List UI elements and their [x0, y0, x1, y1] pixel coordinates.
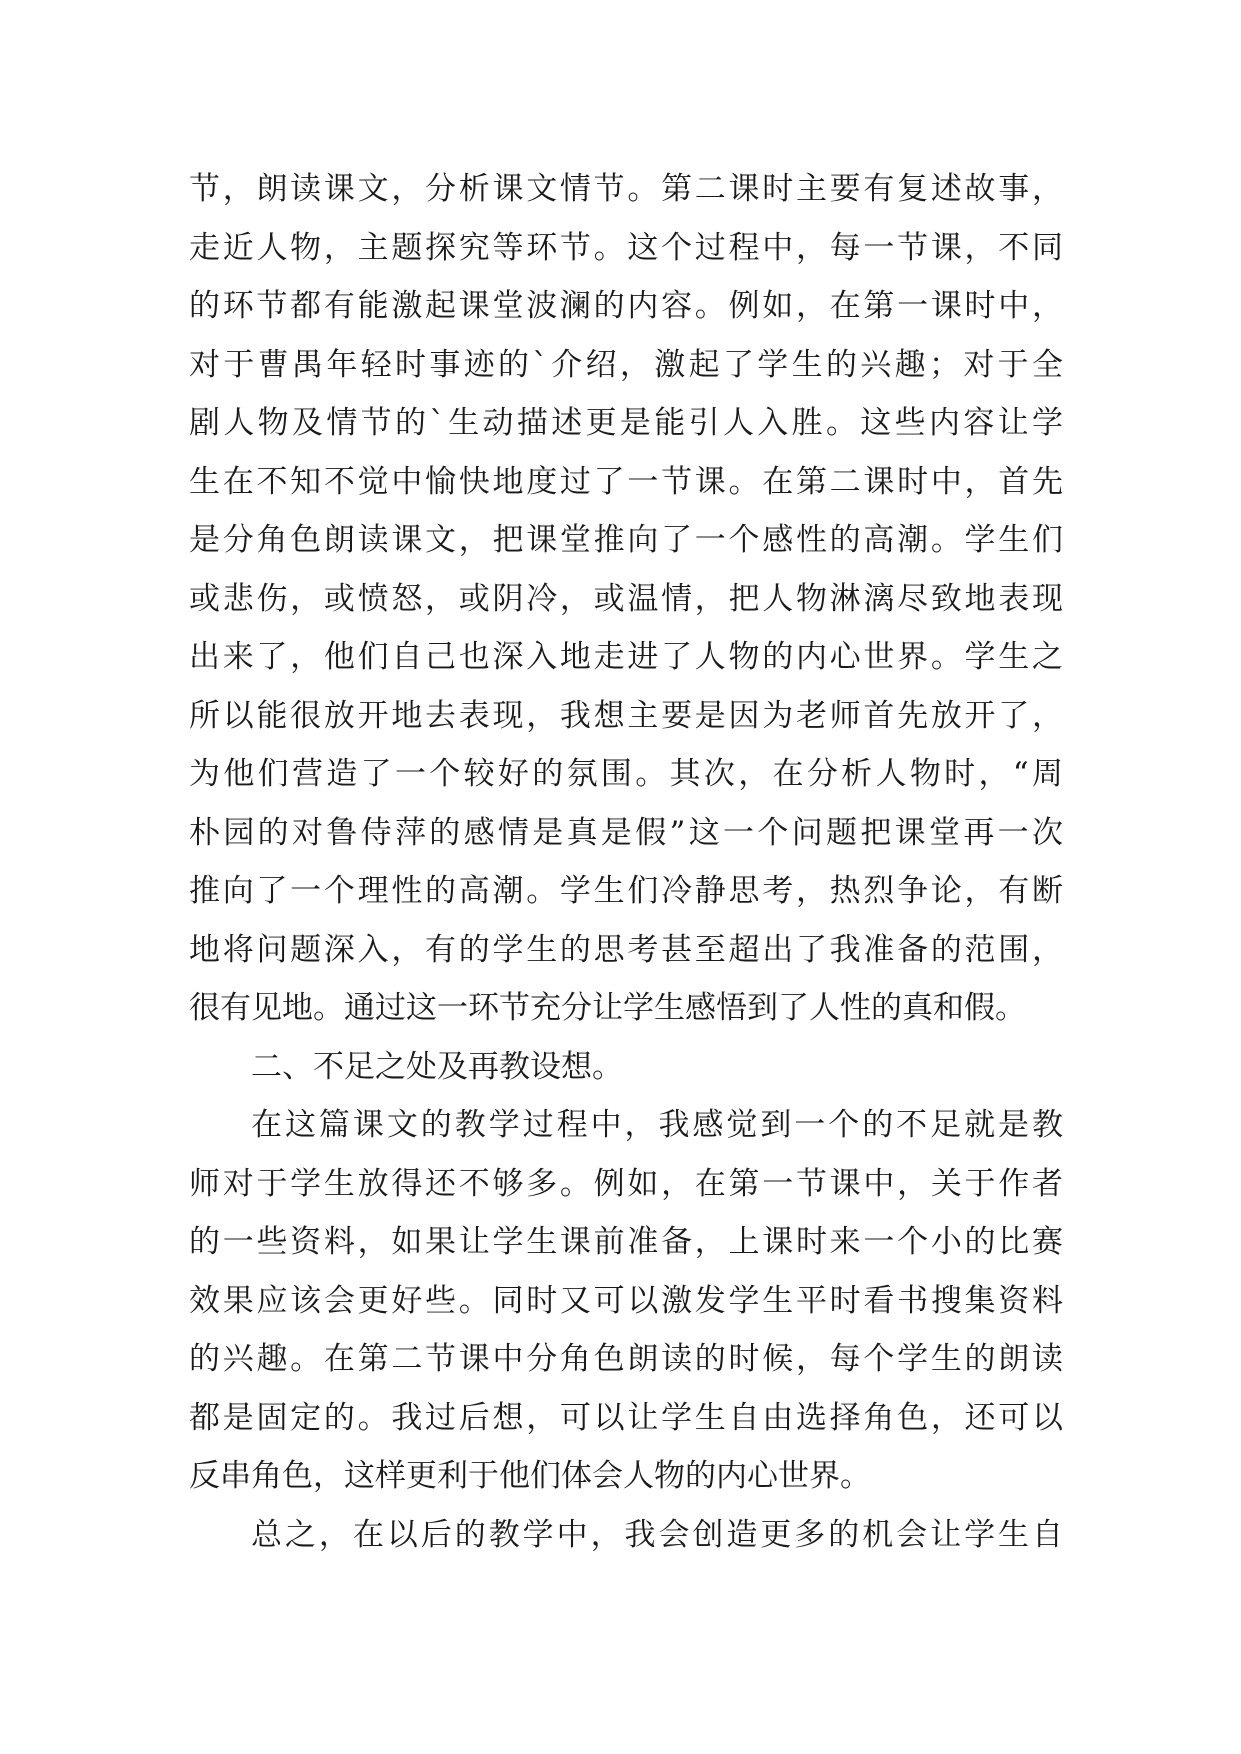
text-line: 效果应该会更好些。同时又可以激发学生平时看书搜集资料 — [189, 1282, 1063, 1319]
text-line: 对于曹禺年轻时事迹的`介绍，激起了学生的兴趣；对于全 — [189, 346, 1063, 383]
text-line: 所以能很放开地去表现，我想主要是因为老师首先放开了， — [189, 697, 1063, 734]
text-line: 很有见地。通过这一环节充分让学生感悟到了人性的真和假。 — [189, 990, 1026, 1026]
text-line: 的一些资料，如果让学生课前准备，上课时来一个小的比赛 — [189, 1224, 1063, 1260]
text-line: 生在不知不觉中愉快地度过了一节课。在第二课时中，首先 — [189, 463, 1063, 500]
text-line: 反串角色，这样更利于他们体会人物的内心世界。 — [189, 1458, 871, 1494]
text-line: 的兴趣。在第二节课中分角色朗读的时候，每个学生的朗读 — [189, 1341, 1063, 1377]
text-line: 总之，在以后的教学中，我会创造更多的机会让学生自 — [251, 1516, 1063, 1553]
text-line: 节，朗读课文，分析课文情节。第二课时主要有复述故事， — [189, 171, 1063, 207]
text-line: 或悲伤，或愤怒，或阴冷，或温情，把人物淋漓尽致地表现 — [189, 580, 1063, 617]
section-heading: 二、不足之处及再教设想。 — [251, 1048, 623, 1085]
text-line: 在这篇课文的教学过程中，我感觉到一个的不足就是教 — [251, 1107, 1063, 1143]
text-line: 师对于学生放得还不够多。例如，在第一节课中，关于作者 — [189, 1165, 1063, 1202]
text-line: 地将问题深入，有的学生的思考甚至超出了我准备的范围， — [189, 931, 1063, 968]
text-line: 的环节都有能激起课堂波澜的内容。例如，在第一课时中， — [189, 288, 1063, 324]
text-line: 推向了一个理性的高潮。学生们冷静思考，热烈争论，有断 — [189, 873, 1063, 909]
text-line: 剧人物及情节的`生动描述更是能引人入胜。这些内容让学 — [189, 405, 1063, 441]
document-body — [189, 160, 1063, 1564]
text-line: 都是固定的。我过后想，可以让学生自由选择角色，还可以 — [189, 1399, 1063, 1436]
text-line: 朴园的对鲁侍萍的感情是真是假”这一个问题把课堂再一次 — [189, 814, 1063, 851]
text-line: 是分角色朗读课文，把课堂推向了一个感性的高潮。学生们 — [189, 522, 1063, 558]
text-line: 为他们营造了一个较好的氛围。其次，在分析人物时，“周 — [189, 756, 1063, 792]
text-line: 出来了，他们自己也深入地走进了人物的内心世界。学生之 — [189, 639, 1063, 675]
text-line: 走近人物，主题探究等环节。这个过程中，每一节课，不同 — [189, 229, 1063, 266]
